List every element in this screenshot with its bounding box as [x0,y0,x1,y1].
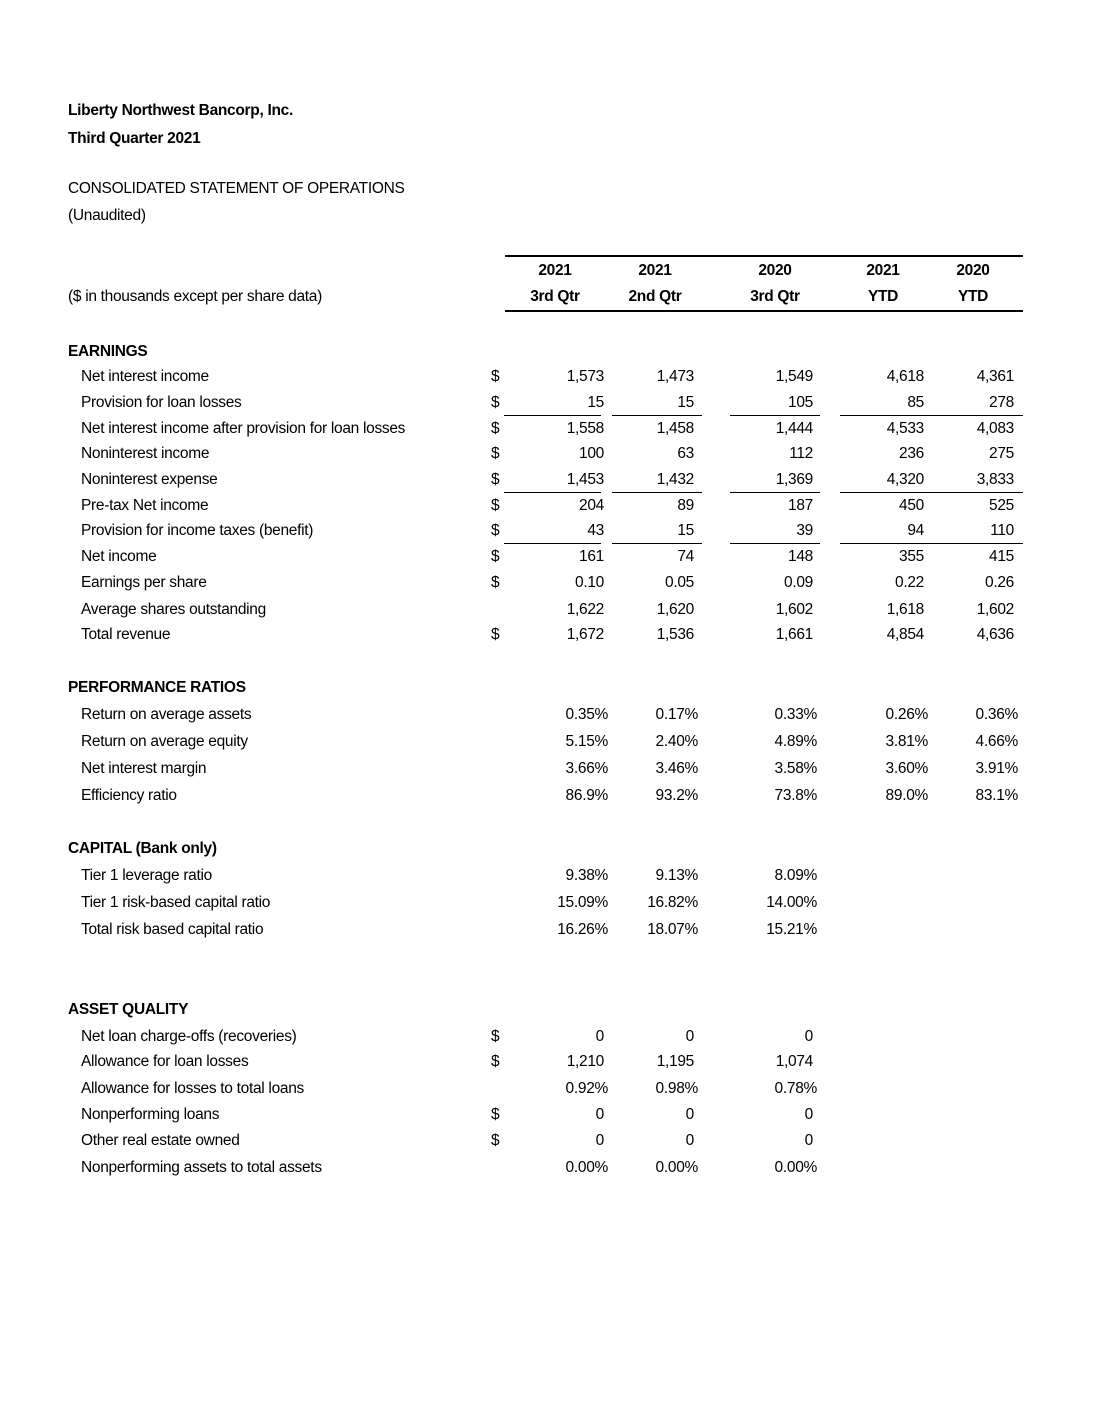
cell-value: 4,361 [976,368,1014,385]
subtotal-rule [840,543,1023,544]
section-earnings: EARNINGS [68,343,148,360]
cell-value: 43 [587,522,604,539]
row-label: Return on average equity [81,733,248,750]
cell-value: 0 [804,1132,813,1149]
cell-value: 1,573 [566,368,604,385]
cell-value: 15.21% [766,921,817,938]
cell-value: 1,558 [566,420,604,437]
currency-symbol: $ [491,626,500,643]
cell-value: 0.35% [565,706,608,723]
cell-value: 3.91% [975,760,1018,777]
currency-symbol: $ [491,574,500,591]
cell-value: 4,636 [976,626,1014,643]
cell-value: 94 [907,522,924,539]
cell-value: 8.09% [774,867,817,884]
cell-value: 15 [677,522,694,539]
cell-value: 63 [677,445,694,462]
cell-value: 9.13% [655,867,698,884]
row-label: Total revenue [81,626,171,643]
row-label: Allowance for losses to total loans [81,1080,304,1097]
cell-value: 4,618 [886,368,924,385]
col-4-period: YTD [867,288,899,305]
col-3-year: 2020 [758,262,792,279]
cell-value: 0 [595,1028,604,1045]
cell-value: 0 [804,1106,813,1123]
cell-value: 85 [907,394,924,411]
cell-value: 0.09 [784,574,813,591]
cell-value: 161 [579,548,604,565]
row-label: Provision for income taxes (benefit) [81,522,314,539]
row-label: Nonperforming loans [81,1106,220,1123]
cell-value: 4.66% [975,733,1018,750]
row-label: Net loan charge-offs (recoveries) [81,1028,297,1045]
cell-value: 39 [796,522,813,539]
cell-value: 450 [899,497,924,514]
subtotal-rule [840,415,1023,416]
cell-value: 0.05 [665,574,694,591]
cell-value: 93.2% [655,787,698,804]
cell-value: 15 [587,394,604,411]
row-label: Efficiency ratio [81,787,177,804]
cell-value: 3.46% [655,760,698,777]
currency-symbol: $ [491,1053,500,1070]
row-label: Return on average assets [81,706,252,723]
cell-value: 1,074 [775,1053,813,1070]
cell-value: 0.22 [895,574,924,591]
section-asset-quality: ASSET QUALITY [68,1001,189,1018]
currency-symbol: $ [491,1106,500,1123]
cell-value: 100 [579,445,604,462]
cell-value: 3.60% [885,760,928,777]
cell-value: 1,549 [775,368,813,385]
cell-value: 4,083 [976,420,1014,437]
cell-value: 1,602 [976,601,1014,618]
row-label: Average shares outstanding [81,601,266,618]
statement-title: CONSOLIDATED STATEMENT OF OPERATIONS [68,180,405,197]
cell-value: 3.58% [774,760,817,777]
col-2-period: 2nd Qtr [628,288,682,305]
col-1-year: 2021 [538,262,572,279]
cell-value: 4,320 [886,471,924,488]
cell-value: 112 [789,445,813,462]
cell-value: 1,602 [775,601,813,618]
subtotal-rule [730,492,820,493]
cell-value: 0.98% [655,1080,698,1097]
row-label: Nonperforming assets to total assets [81,1159,322,1176]
row-label: Pre-tax Net income [81,497,209,514]
currency-symbol: $ [491,1028,500,1045]
currency-symbol: $ [491,368,500,385]
col-1-period: 3rd Qtr [530,288,580,305]
row-label: Net interest income [81,368,209,385]
cell-value: 525 [989,497,1014,514]
cell-value: 1,620 [656,601,694,618]
cell-value: 73.8% [774,787,817,804]
subtotal-rule [504,415,601,416]
row-label: Net income [81,548,157,565]
cell-value: 14.00% [766,894,817,911]
units-label: ($ in thousands except per share data) [68,288,322,305]
cell-value: 16.26% [557,921,608,938]
row-label: Provision for loan losses [81,394,242,411]
cell-value: 83.1% [975,787,1018,804]
cell-value: 15 [677,394,694,411]
cell-value: 0 [804,1028,813,1045]
row-label: Noninterest income [81,445,210,462]
col-4-year: 2021 [866,262,900,279]
row-label: Other real estate owned [81,1132,240,1149]
section-capital: CAPITAL (Bank only) [68,840,217,857]
cell-value: 1,618 [886,601,924,618]
subtotal-rule [730,543,820,544]
cell-value: 5.15% [565,733,608,750]
cell-value: 278 [989,394,1014,411]
cell-value: 204 [579,497,604,514]
currency-symbol: $ [491,548,500,565]
cell-value: 1,672 [566,626,604,643]
row-label: Earnings per share [81,574,207,591]
row-label: Tier 1 risk-based capital ratio [81,894,271,911]
cell-value: 1,369 [775,471,813,488]
report-period: Third Quarter 2021 [68,130,201,147]
cell-value: 415 [989,548,1014,565]
currency-symbol: $ [491,471,500,488]
cell-value: 355 [899,548,924,565]
cell-value: 3.66% [565,760,608,777]
currency-symbol: $ [491,445,500,462]
subtotal-rule [840,492,1023,493]
cell-value: 9.38% [565,867,608,884]
cell-value: 1,432 [656,471,694,488]
cell-value: 89.0% [885,787,928,804]
company-name: Liberty Northwest Bancorp, Inc. [68,102,293,119]
cell-value: 0 [595,1132,604,1149]
subtotal-rule [730,415,820,416]
col-3-period: 3rd Qtr [750,288,800,305]
col-2-year: 2021 [638,262,672,279]
row-label: Total risk based capital ratio [81,921,264,938]
cell-value: 0.36% [975,706,1018,723]
cell-value: 0 [595,1106,604,1123]
cell-value: 0 [685,1028,694,1045]
cell-value: 4,854 [886,626,924,643]
cell-value: 86.9% [565,787,608,804]
cell-value: 0.10 [575,574,604,591]
cell-value: 187 [788,497,813,514]
cell-value: 148 [788,548,813,565]
cell-value: 89 [677,497,694,514]
cell-value: 3.81% [885,733,928,750]
cell-value: 0.00% [774,1159,817,1176]
col-5-year: 2020 [956,262,990,279]
cell-value: 110 [990,522,1014,539]
col-5-period: YTD [957,288,989,305]
subtotal-rule [504,543,601,544]
cell-value: 74 [677,548,694,565]
cell-value: 0.33% [774,706,817,723]
cell-value: 16.82% [647,894,698,911]
cell-value: 0.26% [885,706,928,723]
cell-value: 1,444 [775,420,813,437]
cell-value: 1,622 [566,601,604,618]
row-label: Allowance for loan losses [81,1053,249,1070]
subtotal-rule [504,492,601,493]
cell-value: 0.17% [655,706,698,723]
cell-value: 0.00% [655,1159,698,1176]
cell-value: 1,473 [656,368,694,385]
cell-value: 0 [685,1106,694,1123]
row-label: Net interest income after provision for loan losses [81,420,406,437]
cell-value: 1,195 [656,1053,694,1070]
cell-value: 275 [989,445,1014,462]
cell-value: 1,453 [566,471,604,488]
cell-value: 0.78% [774,1080,817,1097]
row-label: Tier 1 leverage ratio [81,867,212,884]
cell-value: 236 [899,445,924,462]
cell-value: 0 [685,1132,694,1149]
cell-value: 15.09% [557,894,608,911]
currency-symbol: $ [491,394,500,411]
subtotal-rule [612,543,702,544]
cell-value: 3,833 [976,471,1014,488]
row-label: Noninterest expense [81,471,218,488]
header-bottom-rule [505,310,1023,312]
cell-value: 1,458 [656,420,694,437]
cell-value: 2.40% [655,733,698,750]
cell-value: 18.07% [647,921,698,938]
cell-value: 1,210 [566,1053,604,1070]
cell-value: 105 [788,394,813,411]
cell-value: 0.00% [565,1159,608,1176]
cell-value: 4.89% [774,733,817,750]
header-top-rule [505,255,1023,257]
cell-value: 0.26 [985,574,1014,591]
statement-note: (Unaudited) [68,207,146,224]
cell-value: 1,661 [775,626,813,643]
currency-symbol: $ [491,1132,500,1149]
currency-symbol: $ [491,522,500,539]
row-label: Net interest margin [81,760,207,777]
cell-value: 4,533 [886,420,924,437]
cell-value: 0.92% [565,1080,608,1097]
section-performance-ratios: PERFORMANCE RATIOS [68,679,246,696]
subtotal-rule [612,492,702,493]
currency-symbol: $ [491,497,500,514]
currency-symbol: $ [491,420,500,437]
cell-value: 1,536 [656,626,694,643]
subtotal-rule [612,415,702,416]
